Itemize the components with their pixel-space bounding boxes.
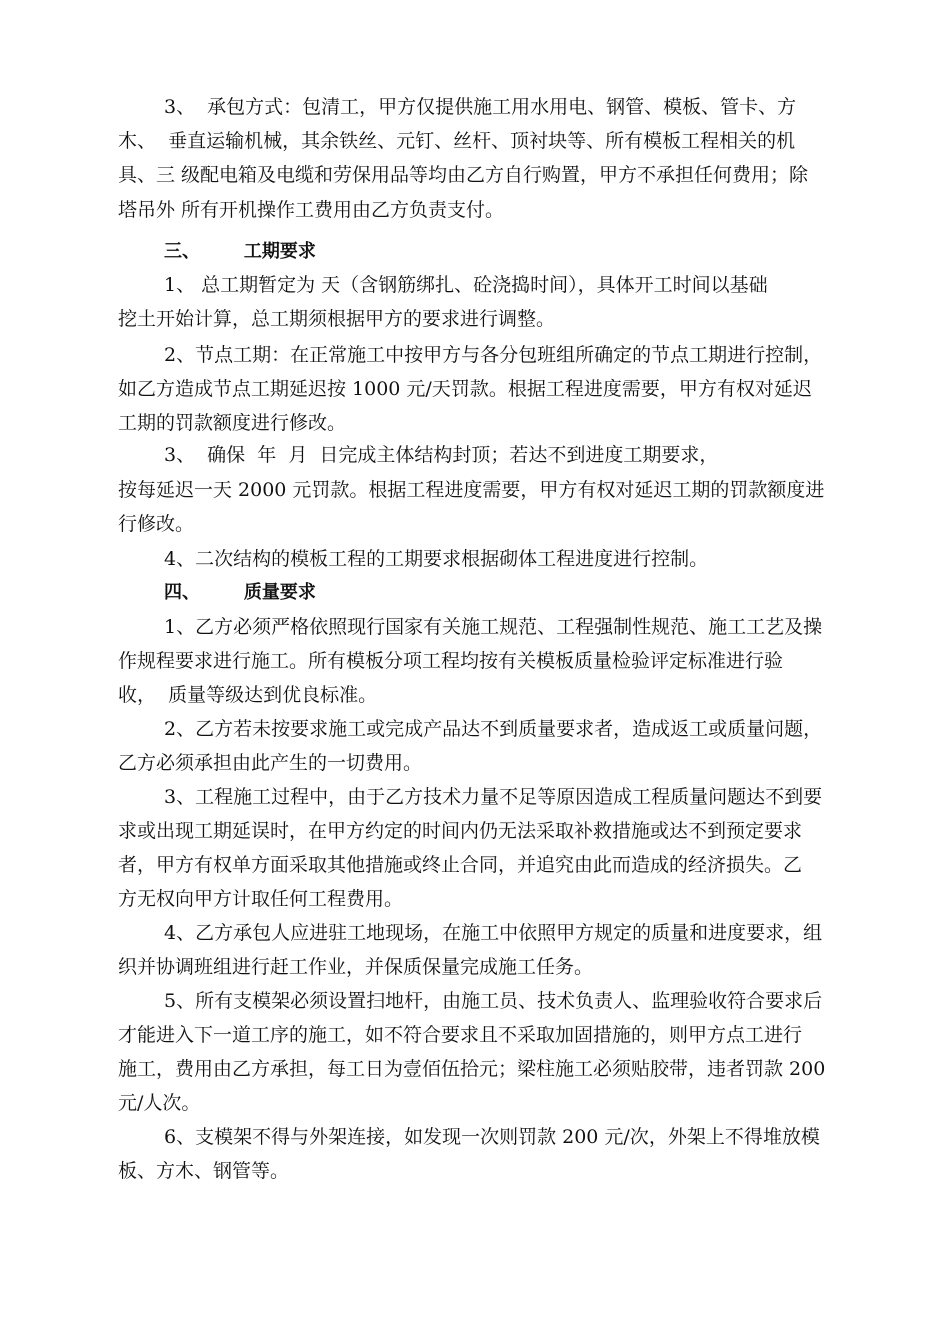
paragraph-line: 塔吊外 所有开机操作工费用由乙方负责支付。 — [118, 199, 505, 221]
paragraph-line: 木、 垂直运输机械，其余铁丝、元钉、丝杆、顶衬块等、所有模板工程相关的机 — [118, 130, 796, 152]
paragraph-line: 挖土开始计算，总工期须根据甲方的要求进行调整。 — [118, 308, 556, 330]
paragraph-line: 行修改。 — [118, 513, 195, 535]
paragraph-line: 工期的罚款额度进行修改。 — [118, 412, 347, 434]
paragraph-line: 3、 确保 年 月 日完成主体结构封顶；若达不到进度工期要求， — [164, 444, 719, 466]
paragraph-line: 者，甲方有权单方面采取其他措施或终止合同，并追究由此而造成的经济损失。乙 — [118, 854, 803, 876]
paragraph-line: 施工，费用由乙方承担，每工日为壹佰伍拾元；梁柱施工必须贴胶带，违者罚款 200 — [118, 1058, 826, 1080]
paragraph-line: 2、乙方若未按要求施工或完成产品达不到质量要求者，造成返工或质量问题， — [164, 718, 823, 740]
paragraph-line: 作规程要求进行施工。所有模板分项工程均按有关模板质量检验评定标准进行验 — [118, 650, 784, 672]
section-heading: 四、 质量要求 — [164, 582, 316, 603]
paragraph-line: 具、三 级配电箱及电缆和劳保用品等均由乙方自行购置，甲方不承担任何费用；除 — [118, 164, 809, 186]
paragraph-line: 如乙方造成节点工期延迟按 1000 元/天罚款。根据工程进度需要，甲方有权对延迟 — [118, 378, 812, 400]
paragraph-line: 4、乙方承包人应进驻工地现场，在施工中依照甲方规定的质量和进度要求，组 — [164, 922, 823, 944]
paragraph-line: 3、 承包方式：包清工，甲方仅提供施工用水用电、钢管、模板、管卡、方 — [164, 96, 797, 118]
paragraph-line: 1、乙方必须严格依照现行国家有关施工规范、工程强制性规范、施工工艺及操 — [164, 616, 823, 638]
paragraph-line: 方无权向甲方计取任何工程费用。 — [118, 888, 404, 910]
paragraph-line: 才能进入下一道工序的施工，如不符合要求且不采取加固措施的，则甲方点工进行 — [118, 1024, 803, 1046]
paragraph-line: 6、支模架不得与外架连接，如发现一次则罚款 200 元/次，外架上不得堆放模 — [164, 1126, 820, 1148]
paragraph-line: 按每延迟一天 2000 元罚款。根据工程进度需要，甲方有权对延迟工期的罚款额度进 — [118, 479, 825, 501]
paragraph-line: 1、 总工期暂定为 天（含钢筋绑扎、砼浇捣时间），具体开工时间以基础 — [164, 274, 768, 296]
paragraph-line: 2、节点工期：在正常施工中按甲方与各分包班组所确定的节点工期进行控制， — [164, 344, 823, 366]
paragraph-line: 收， 质量等级达到优良标准。 — [118, 684, 378, 706]
paragraph-line: 板、方木、钢管等。 — [118, 1160, 290, 1182]
paragraph-line: 求或出现工期延误时，在甲方约定的时间内仍无法采取补救措施或达不到预定要求 — [118, 820, 803, 842]
paragraph-line: 5、所有支模架必须设置扫地杆，由施工员、技术负责人、监理验收符合要求后 — [164, 990, 823, 1012]
paragraph-line: 3、工程施工过程中，由于乙方技术力量不足等原因造成工程质量问题达不到要 — [164, 786, 823, 808]
paragraph-line: 乙方必须承担由此产生的一切费用。 — [118, 752, 423, 774]
section-heading: 三、 工期要求 — [164, 241, 316, 262]
paragraph-line: 织并协调班组进行赶工作业，并保质保量完成施工任务。 — [118, 956, 594, 978]
paragraph-line: 4、二次结构的模板工程的工期要求根据砌体工程进度进行控制。 — [164, 548, 709, 570]
paragraph-line: 元/人次。 — [118, 1092, 201, 1114]
